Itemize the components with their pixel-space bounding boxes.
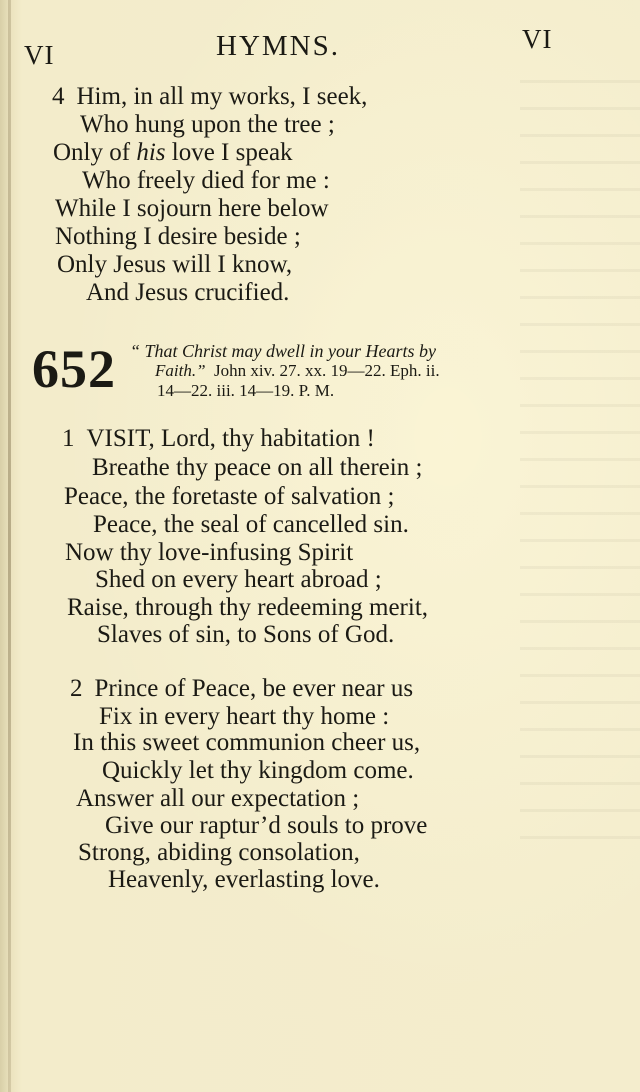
verse-line: In this sweet communion cheer us, <box>73 729 421 756</box>
verse-line: Give our raptur’d souls to prove <box>105 812 428 839</box>
verse-line: Slaves of sin, to Sons of God. <box>97 621 395 648</box>
verse-line-text: Only of <box>53 139 131 166</box>
scripture-reference: 14—22. iii. 14—19. P. M. <box>157 381 335 400</box>
verse-line <box>53 140 293 165</box>
scripture-reference: John xiv. 27. xx. 19—22. Eph. ii. <box>214 361 440 380</box>
verse-line <box>70 676 413 701</box>
verse-number: 1 <box>62 425 75 452</box>
verse-line: Breathe thy peace on all therein ; <box>92 454 423 481</box>
page-title: HYMNS. <box>216 30 340 62</box>
verse-line-text: Him, in all my works, I seek, <box>76 83 368 110</box>
verse-line-text: Prince of Peace, be ever near us <box>94 675 414 702</box>
verse-line <box>52 84 367 109</box>
verse-line: Nothing I desire beside ; <box>55 223 301 250</box>
verse-line: Strong, abiding consolation, <box>78 839 360 866</box>
epigraph-quote-end: Faith.” <box>155 361 206 380</box>
verse-line: Raise, through thy redeeming merit, <box>67 594 429 621</box>
verse-line <box>62 426 375 451</box>
section-marker-left: VI <box>24 40 55 70</box>
verse-line: Shed on every heart abroad ; <box>95 566 382 593</box>
verse-line: Who freely died for me : <box>82 167 330 194</box>
page-binding-edge <box>8 0 11 1092</box>
verse-line: Fix in every heart thy home : <box>99 703 390 730</box>
verse-line: Now thy love-infusing Spirit <box>65 539 354 566</box>
italic-word: his <box>136 139 166 166</box>
verse-line: Quickly let thy kingdom come. <box>102 757 414 784</box>
verse-line: And Jesus crucified. <box>86 279 290 306</box>
verse-line-text: VISIT, Lord, thy habitation ! <box>86 425 375 452</box>
verse-line: Peace, the seal of cancelled sin. <box>93 511 409 538</box>
hymn-number: 652 <box>32 339 116 399</box>
show-through-shadow <box>520 80 640 840</box>
verse-line: Who hung upon the tree ; <box>80 111 335 138</box>
verse-line: While I sojourn here below <box>55 195 329 222</box>
verse-line: Peace, the foretaste of salvation ; <box>64 483 395 510</box>
verse-line: Answer all our expectation ; <box>76 785 360 812</box>
verse-line-text: love I speak <box>171 139 293 166</box>
verse-number: 4 <box>52 83 65 110</box>
verse-line: Only Jesus will I know, <box>57 251 293 278</box>
epigraph-line <box>155 362 440 379</box>
epigraph-quote: “ That Christ may dwell in your Hearts by <box>130 341 437 361</box>
section-marker-right: VI <box>522 24 553 54</box>
verse-number: 2 <box>70 675 83 702</box>
verse-line: Heavenly, everlasting love. <box>108 866 380 893</box>
